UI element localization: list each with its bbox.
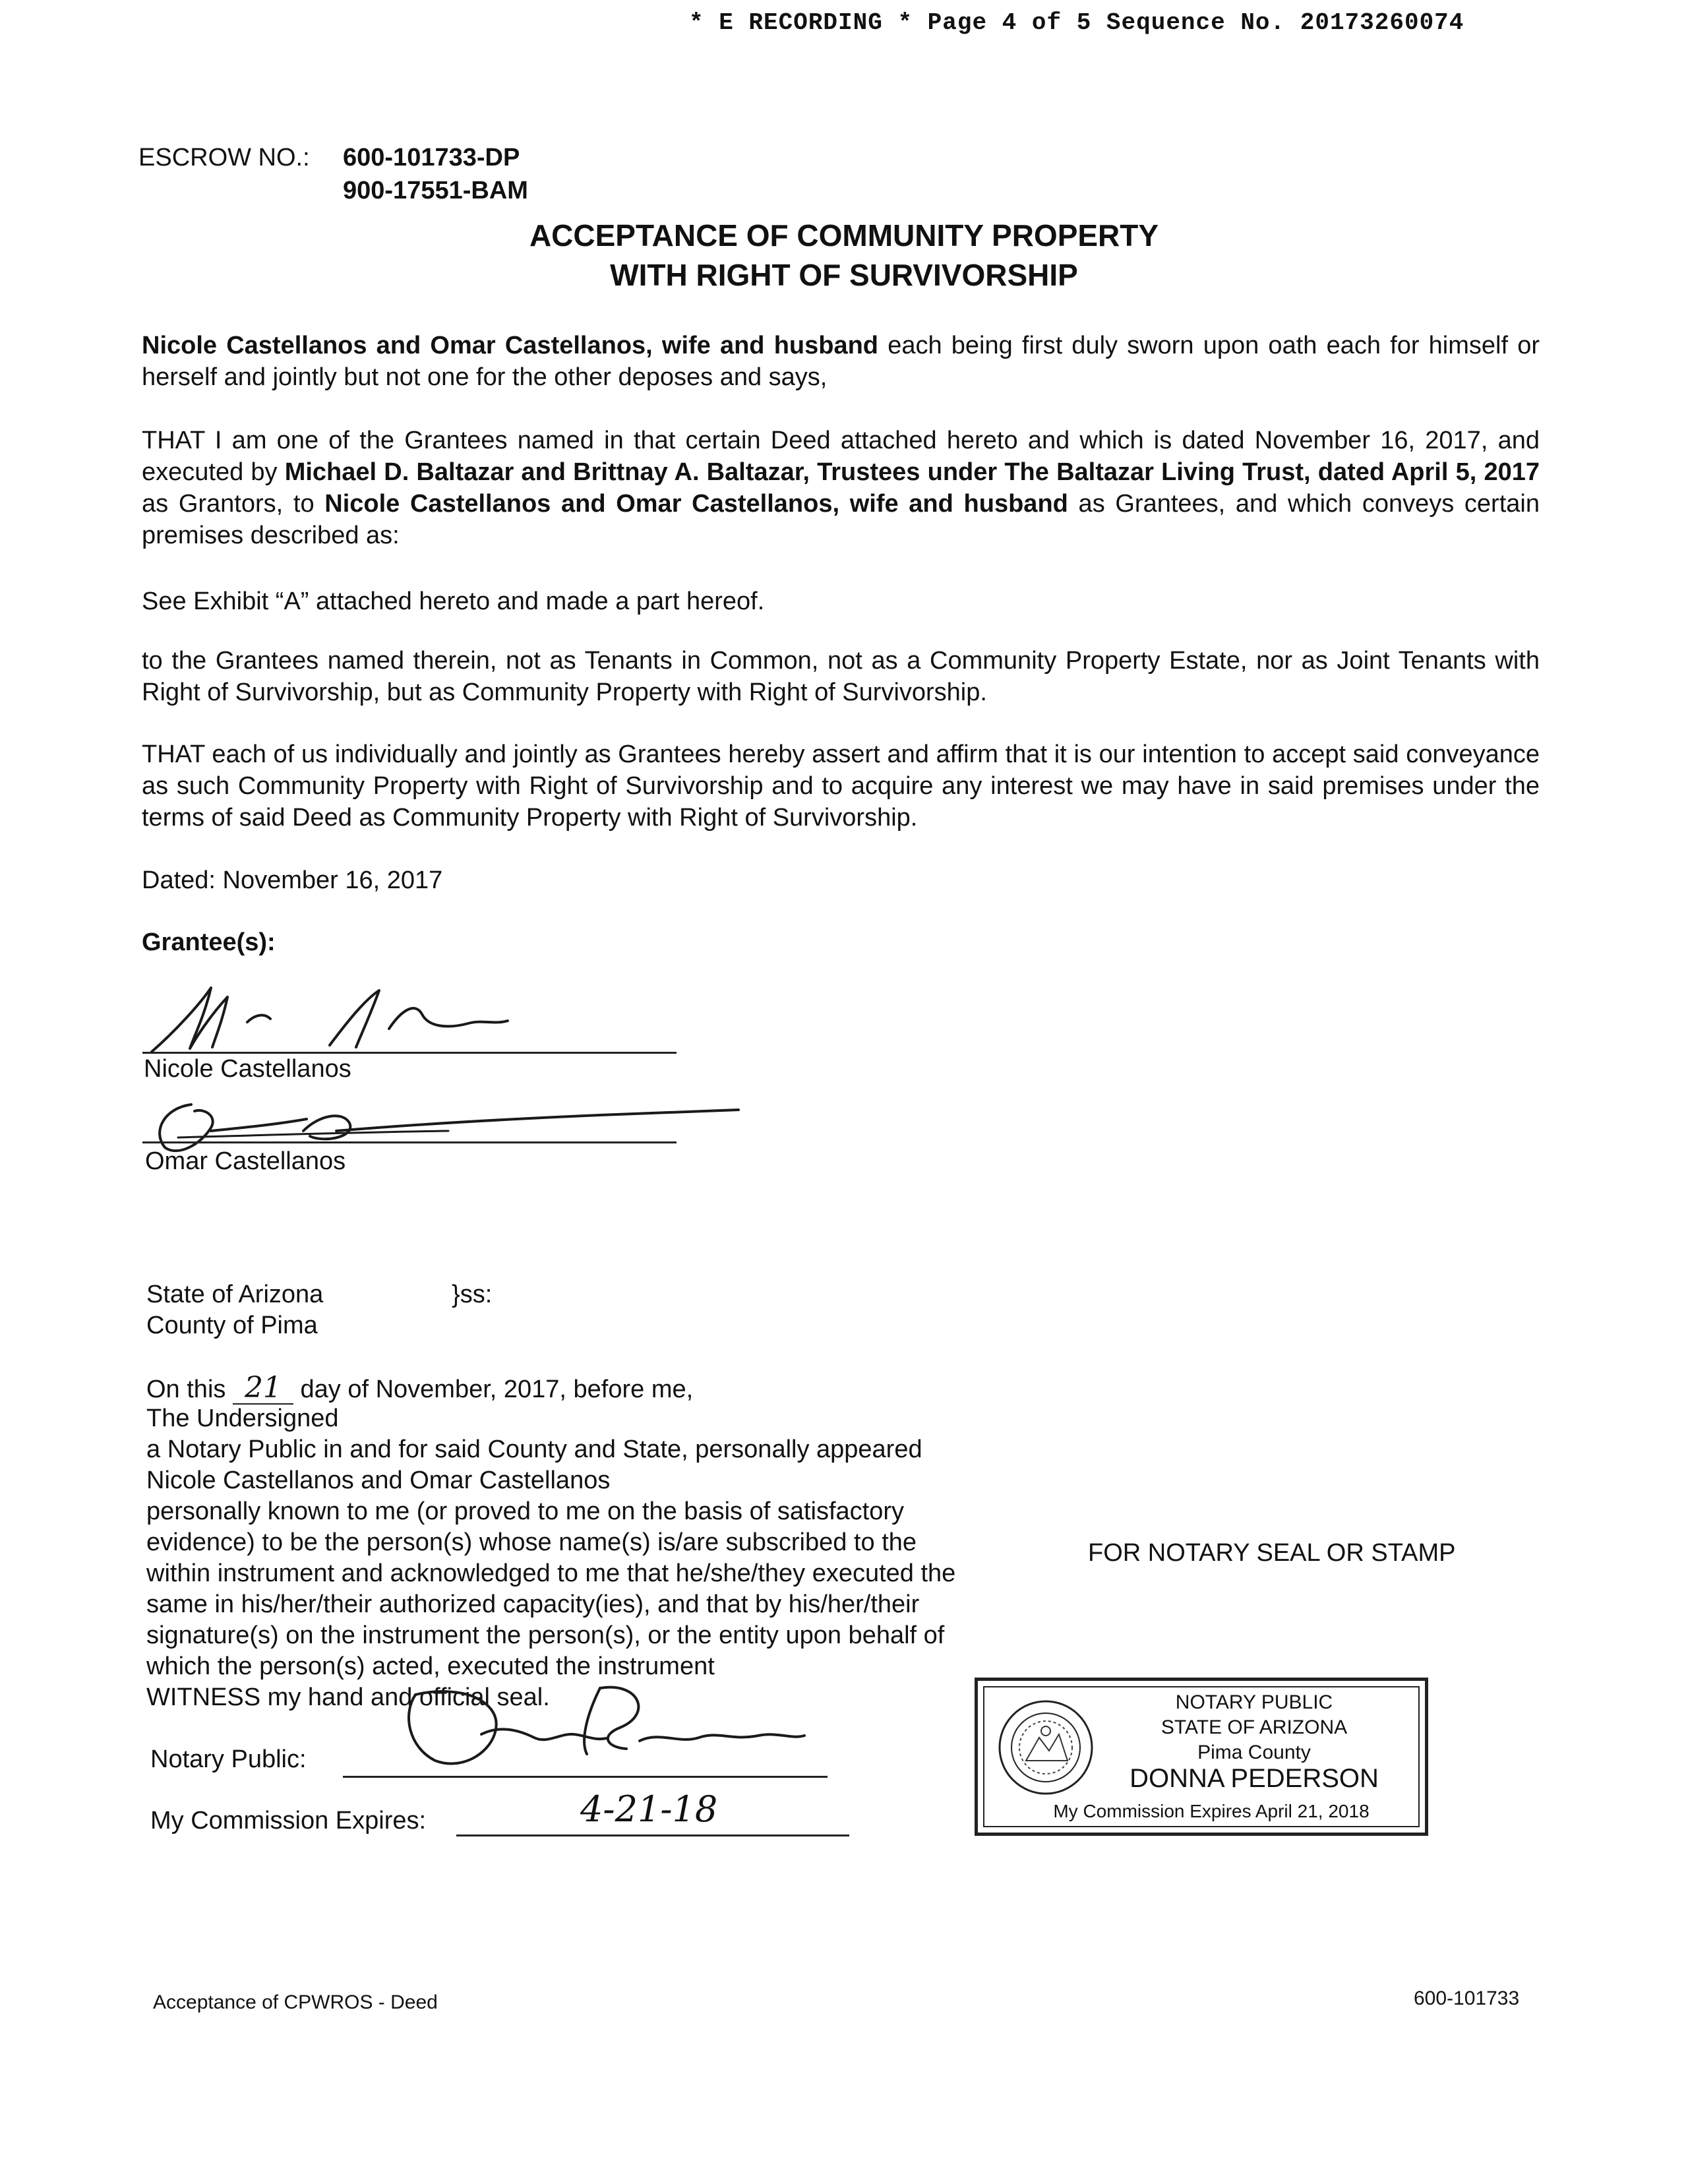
escrow-label: ESCROW NO.: (138, 144, 310, 171)
paragraph-oath (142, 330, 1540, 393)
notary-line-6: evidence) to be the person(s) whose name(s) is/are subscribed to the (146, 1529, 917, 1556)
escrow-number-2: 900-17551-BAM (343, 177, 528, 204)
oath-text: each being first duly sworn upon oath each for himself or herself and jointly but not one for the other deposes and says, (142, 332, 1540, 391)
footer-left: Acceptance of CPWROS - Deed (153, 1991, 438, 2013)
notary-line-7: within instrument and acknowledged to me that he/she/they executed the (146, 1560, 956, 1587)
arizona-state-seal (996, 1698, 1095, 1797)
document-title-line-2: WITH RIGHT OF SURVIVORSHIP (610, 258, 1078, 292)
notary-undersigned: The Undersigned (146, 1405, 339, 1432)
stamp-line-2: STATE OF ARIZONA (1160, 1716, 1348, 1738)
grantees-names: Nicole Castellanos and Omar Castellanos, wife and husband (142, 332, 879, 359)
notary-line-3: a Notary Public in and for said County and State, personally appeared (146, 1436, 922, 1463)
recording-header: * E RECORDING * Page 4 of 5 Sequence No. 20173260074 (689, 9, 1464, 36)
notary-line-9: signature(s) on the instrument the person(s), or the entity upon behalf of (146, 1622, 945, 1649)
notary-on-this-line (146, 1372, 693, 1405)
seal-caption: FOR NOTARY SEAL OR STAMP (1088, 1539, 1456, 1567)
notary-ss: }ss: (452, 1281, 493, 1308)
on-this-text: On this (146, 1376, 233, 1403)
grantee-1-signature (138, 983, 534, 1062)
notary-line-8: same in his/her/their authorized capacity(ies), and that by his/her/their (146, 1591, 920, 1618)
notary-line-10: which the person(s) acted, executed the instrument (146, 1653, 715, 1680)
stamp-commission: My Commission Expires April 21, 2018 (1053, 1801, 1370, 1821)
grantee-2-name: Omar Castellanos (145, 1147, 346, 1175)
paragraph-deed (142, 425, 1540, 551)
dated-line: Dated: November 16, 2017 (142, 866, 443, 894)
notary-state: State of Arizona (146, 1281, 324, 1308)
deed-text-a: THAT I am one of the Grantees named in that certain Deed attached hereto and which is dated November 16, 2017, and executed by (142, 427, 1540, 486)
paragraph-affirmation: THAT each of us individually and jointly as Grantees hereby assert and affirm that it is our intention to accept said conveyance as such Community Property with Right of Survivorship and to acquire any interest we may have in said premises under the terms of said Deed as Community Property with Right of Survivorship. (142, 741, 1540, 832)
month-year-text: day of November, 2017, before me, (293, 1376, 694, 1403)
stamp-notary-name: DONNA PEDERSON (1130, 1764, 1379, 1793)
notary-line-5: personally known to me (or proved to me on the basis of satisfactory (146, 1498, 904, 1525)
notary-public-label: Notary Public: (150, 1745, 307, 1773)
stamp-line-3: Pima County (1197, 1742, 1311, 1763)
escrow-number-1: 600-101733-DP (343, 144, 520, 171)
grantees-names-2: Nicole Castellanos and Omar Castellanos, wife and husband (324, 490, 1068, 518)
deed-text-b: as Grantors, to (142, 490, 325, 518)
grantee-1-signature-line (142, 1052, 677, 1054)
notary-signature (389, 1675, 818, 1780)
paragraph-tenancy: to the Grantees named therein, not as Tenants in Common, not as a Community Property Estate, nor as Joint Tenants with Right of Survivorship, but as Community Property with Right of Survivorship. (142, 647, 1540, 706)
notary-witness: WITNESS my hand and official seal. (146, 1684, 550, 1711)
commission-line (456, 1835, 849, 1836)
commission-label: My Commission Expires: (150, 1807, 427, 1835)
commission-handwritten-date: 4-21-18 (580, 1788, 718, 1830)
handwritten-day: 21 (233, 1372, 293, 1405)
stamp-line-1: NOTARY PUBLIC (1175, 1691, 1333, 1713)
notary-line-4: Nicole Castellanos and Omar Castellanos (146, 1467, 611, 1494)
grantee-2-signature-line (142, 1141, 677, 1143)
notary-county: County of Pima (146, 1312, 318, 1339)
deed-text-c: as Grantees, and which conveys certain premises described as: (142, 490, 1540, 549)
notary-stamp (975, 1678, 1428, 1836)
paragraph-exhibit: See Exhibit “A” attached hereto and made a part hereof. (142, 588, 765, 615)
footer-right: 600-101733 (1414, 1987, 1520, 2009)
grantees-label: Grantee(s): (142, 928, 276, 956)
grantee-1-name: Nicole Castellanos (144, 1055, 351, 1083)
document-title-line-1: ACCEPTANCE OF COMMUNITY PROPERTY (529, 218, 1159, 253)
grantors-names: Michael D. Baltazar and Brittnay A. Baltazar, Trustees under The Baltazar Living Trust, dated April 5, 2017 (284, 458, 1540, 486)
